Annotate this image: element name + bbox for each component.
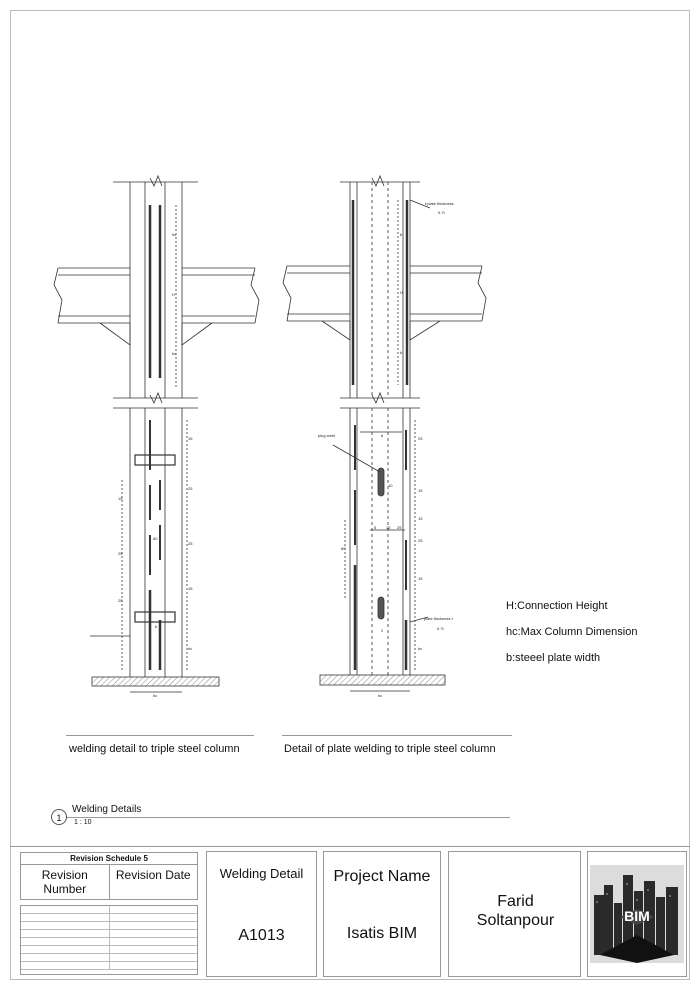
- dim-label: b: [400, 350, 403, 355]
- caption-underline: [66, 735, 254, 736]
- dim-label: 15: [418, 516, 423, 521]
- bim-logo-icon: [590, 865, 684, 963]
- dim-label: 15: [418, 576, 423, 581]
- view-scale: 1 : 10: [74, 819, 92, 826]
- dim-label: b: [400, 232, 403, 237]
- annotation-label: t:plate thickness: [425, 201, 454, 206]
- annotation-label: plug weld: [318, 433, 335, 438]
- dim-label: 2: [381, 628, 384, 633]
- dim-label: hc: [188, 646, 193, 651]
- dim-label: 15: [418, 488, 423, 493]
- dim-label: 25: [118, 551, 123, 556]
- view-number-marker: 1: [51, 809, 67, 825]
- view-title-line: [67, 817, 510, 818]
- revision-number-header: Revision Number: [21, 865, 110, 899]
- dim-label: hc: [418, 646, 423, 651]
- logo-text: BIM: [624, 908, 650, 924]
- caption-underline: [282, 735, 512, 736]
- dim-label: 25: [418, 436, 423, 441]
- revision-schedule-header: [20, 864, 198, 900]
- annotation-label: 0.7t: [438, 210, 445, 215]
- sheet-number: A1013: [238, 927, 285, 944]
- title-block-divider: [10, 846, 690, 847]
- legend-item-h: H:Connection Height: [506, 600, 608, 612]
- legend-item-b: b:steeel plate width: [506, 652, 601, 664]
- project-name: Isatis BIM: [346, 925, 418, 942]
- dim-label: 15: [118, 496, 123, 501]
- author-name: Farid Soltanpour: [476, 893, 555, 929]
- dim-label: hc: [378, 693, 383, 698]
- right-drawing-caption: Detail of plate welding to triple steel column: [284, 743, 496, 755]
- dim-label: hc: [172, 232, 177, 237]
- project-label: Project Name: [333, 868, 431, 885]
- dim-label: H: [172, 292, 175, 297]
- table-row: [21, 946, 197, 954]
- left-drawing-caption: welding detail to triple steel column: [69, 743, 240, 755]
- dim-label: hc: [172, 351, 177, 356]
- revision-date-header: Revision Date: [115, 868, 191, 882]
- revision-schedule-rows: [20, 905, 198, 975]
- project-box: [323, 851, 441, 977]
- table-row: [21, 914, 197, 922]
- author-box: [448, 851, 581, 977]
- dim-label: hc: [153, 693, 158, 698]
- table-row: [21, 938, 197, 946]
- sheet-info-box: [206, 851, 317, 977]
- dim-label: H: [400, 290, 403, 295]
- dim-label: 25: [188, 541, 193, 546]
- revision-schedule: [20, 852, 198, 900]
- dim-label: 80: [153, 536, 158, 541]
- dim-label: 25: [418, 538, 423, 543]
- revision-schedule-title: Revision Schedule 5: [20, 852, 198, 864]
- dim-label: 80: [341, 546, 346, 551]
- table-row: [21, 962, 197, 970]
- dim-label: 25: [188, 486, 193, 491]
- legend-item-hc: hc:Max Column Dimension: [506, 626, 638, 638]
- table-row: [21, 906, 197, 914]
- table-row: [21, 954, 197, 962]
- annotation-label: 0.7t: [437, 626, 444, 631]
- dimension-legend: [506, 600, 637, 678]
- table-row: [21, 922, 197, 930]
- dim-label: 15: [188, 436, 193, 441]
- logo-box: [587, 851, 687, 977]
- dim-label: 25: [397, 525, 402, 530]
- table-row: [21, 930, 197, 938]
- annotation-label: plate thickness t: [424, 616, 453, 621]
- dim-label: 10: [388, 483, 393, 488]
- dim-label: 5: [374, 525, 377, 530]
- dim-label: 15: [386, 525, 391, 530]
- sheet-name: Welding Detail: [219, 866, 304, 881]
- dim-label: 25: [118, 598, 123, 603]
- dim-label: b: [381, 433, 384, 438]
- dim-label: 15: [188, 586, 193, 591]
- dim-label: b: [155, 624, 158, 629]
- view-title: Welding Details: [72, 804, 142, 815]
